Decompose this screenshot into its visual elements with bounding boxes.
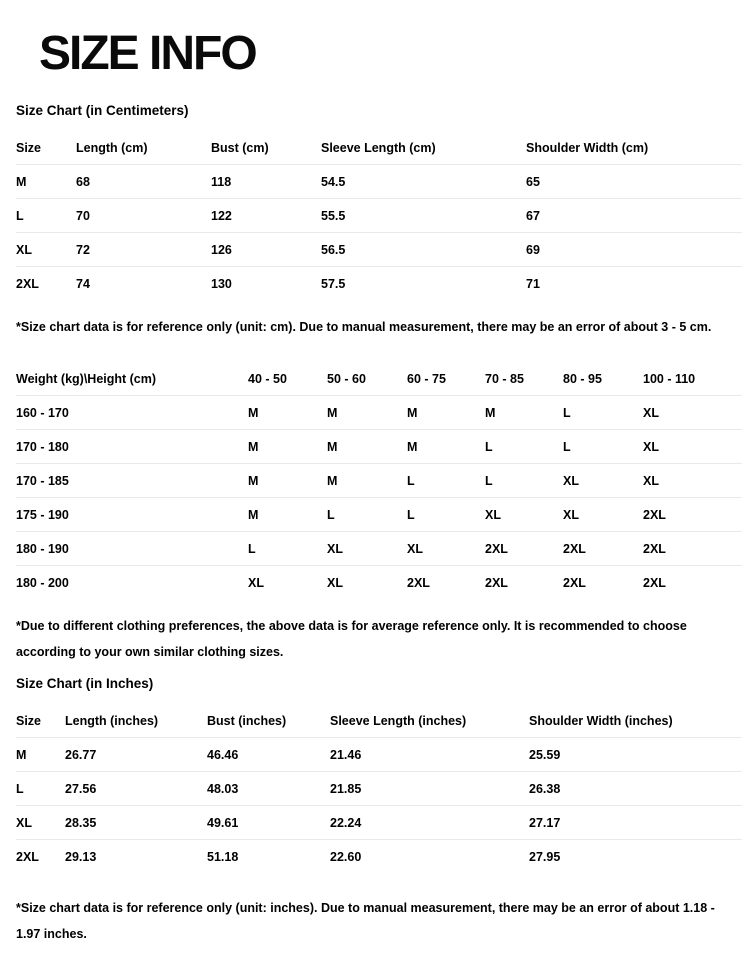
table-header-row <box>16 362 742 396</box>
table-cell: XL <box>407 541 423 556</box>
table-cell: M <box>327 405 338 420</box>
table-cell: L <box>407 473 415 488</box>
table-cell: 49.61 <box>207 815 239 830</box>
table-row <box>16 165 742 199</box>
table-cell: L <box>485 473 493 488</box>
table-cell: 21.46 <box>330 747 362 762</box>
table-row <box>16 199 742 233</box>
table-cell: 2XL <box>643 507 666 522</box>
table-cell: XL <box>643 473 659 488</box>
table-cell: 48.03 <box>207 781 239 796</box>
table-cell: 22.24 <box>330 815 362 830</box>
column-header: Length (cm) <box>76 140 148 155</box>
table-row <box>16 233 742 267</box>
table-cell: L <box>248 541 256 556</box>
column-header: Shoulder Width (inches) <box>529 713 673 728</box>
table-cell: 51.18 <box>207 850 239 864</box>
table-cell: M <box>485 405 496 420</box>
column-header: 80 - 95 <box>563 371 602 386</box>
column-header: 40 - 50 <box>248 371 287 386</box>
footnote-centimeters: *Size chart data is for reference only (unit: cm). Due to manual measurement, there may be an error of about 3 - 5 cm. <box>16 320 712 334</box>
table-cell: M <box>327 473 338 488</box>
table-cell: L <box>16 781 24 796</box>
table-row <box>16 498 742 532</box>
table-cell: 130 <box>211 277 232 291</box>
table-cell: 56.5 <box>321 242 346 257</box>
table-cell: 72 <box>76 242 90 257</box>
column-header: 60 - 75 <box>407 371 446 386</box>
table-row <box>16 430 742 464</box>
table-row <box>16 532 742 566</box>
page-title: SIZE INFO <box>39 27 256 80</box>
table-cell: 68 <box>76 174 90 189</box>
table-cell: XL <box>643 439 659 454</box>
table-cell: 74 <box>76 277 90 291</box>
table-cell: 71 <box>526 277 540 291</box>
table-cell: 26.77 <box>65 747 97 762</box>
table-cell: M <box>248 439 259 454</box>
column-header: Bust (cm) <box>211 140 269 155</box>
table-cell: 54.5 <box>321 174 346 189</box>
table-cell: M <box>248 507 259 522</box>
table-cell: 29.13 <box>65 850 97 864</box>
column-header: 70 - 85 <box>485 371 524 386</box>
table-cell: XL <box>327 576 343 590</box>
table-cell: XL <box>563 473 579 488</box>
size-table-inches <box>16 704 742 874</box>
table-cell: 67 <box>526 208 540 223</box>
column-header: 50 - 60 <box>327 371 366 386</box>
table-cell: 2XL <box>563 541 586 556</box>
table-header-row <box>16 131 742 165</box>
table-cell: 2XL <box>485 541 508 556</box>
size-table-centimeters <box>16 131 742 301</box>
table-cell: 2XL <box>485 576 508 590</box>
table-header-row <box>16 704 742 738</box>
table-cell: M <box>248 473 259 488</box>
section-heading-centimeters: Size Chart (in Centimeters) <box>16 103 189 118</box>
table-cell: XL <box>16 815 32 830</box>
weight-height-fit-table <box>16 362 742 600</box>
table-cell: 2XL <box>643 541 666 556</box>
table-cell: 2XL <box>643 576 666 590</box>
table-cell: 180 - 190 <box>16 541 69 556</box>
table-cell: 2XL <box>16 850 39 864</box>
table-cell: 69 <box>526 242 540 257</box>
table-row <box>16 464 742 498</box>
table-row <box>16 267 742 301</box>
table-cell: 27.17 <box>529 815 561 830</box>
column-header: Length (inches) <box>65 713 159 728</box>
table-cell: 27.95 <box>529 850 561 864</box>
table-cell: 180 - 200 <box>16 576 69 590</box>
table-cell: 21.85 <box>330 781 362 796</box>
table-cell: M <box>407 439 418 454</box>
table-cell: 2XL <box>407 576 430 590</box>
table-row <box>16 396 742 430</box>
table-cell: M <box>16 747 27 762</box>
table-cell: 126 <box>211 242 232 257</box>
column-header: 100 - 110 <box>643 371 696 386</box>
table-cell: M <box>327 439 338 454</box>
table-cell: 2XL <box>16 277 39 291</box>
footnote-inches: *Size chart data is for reference only (unit: inches). Due to manual measurement, there may be an error of about 1.18 - 1.97 inches. <box>16 901 715 941</box>
column-header: Size <box>16 140 42 155</box>
table-cell: 26.38 <box>529 781 561 796</box>
table-cell: 170 - 185 <box>16 473 69 488</box>
table-cell: L <box>327 507 335 522</box>
table-cell: 27.56 <box>65 781 97 796</box>
table-cell: XL <box>643 405 659 420</box>
table-cell: M <box>407 405 418 420</box>
table-row <box>16 772 742 806</box>
table-row <box>16 806 742 840</box>
table-row <box>16 840 742 874</box>
table-cell: 70 <box>76 208 90 223</box>
table-cell: L <box>563 405 571 420</box>
column-header: Shoulder Width (cm) <box>526 140 649 155</box>
table-cell: 55.5 <box>321 208 346 223</box>
table-row <box>16 738 742 772</box>
table-cell: XL <box>248 576 264 590</box>
footnote-fit: *Due to different clothing preferences, the above data is for average reference only. It is recommended to choose according to your own similar clothing sizes. <box>16 619 687 659</box>
column-header: Sleeve Length (cm) <box>321 140 436 155</box>
section-heading-inches: Size Chart (in Inches) <box>16 676 154 691</box>
table-cell: L <box>563 439 571 454</box>
table-cell: M <box>248 405 259 420</box>
table-cell: 22.60 <box>330 850 362 864</box>
column-header: Size <box>16 713 42 728</box>
table-cell: L <box>485 439 493 454</box>
column-header: Bust (inches) <box>207 713 287 728</box>
table-cell: L <box>16 208 24 223</box>
table-cell: L <box>407 507 415 522</box>
table-cell: 25.59 <box>529 747 561 762</box>
table-cell: 122 <box>211 208 232 223</box>
table-cell: 57.5 <box>321 277 346 291</box>
table-cell: 118 <box>211 174 232 189</box>
column-header: Weight (kg)\Height (cm) <box>16 371 157 386</box>
table-cell: XL <box>16 242 32 257</box>
table-cell: XL <box>563 507 579 522</box>
table-cell: XL <box>327 541 343 556</box>
table-row <box>16 566 742 600</box>
table-cell: 170 - 180 <box>16 439 69 454</box>
table-cell: M <box>16 174 27 189</box>
table-cell: 175 - 190 <box>16 507 69 522</box>
table-cell: 46.46 <box>207 747 239 762</box>
table-cell: 2XL <box>563 576 586 590</box>
table-cell: 65 <box>526 174 540 189</box>
table-cell: 28.35 <box>65 815 97 830</box>
table-cell: XL <box>485 507 501 522</box>
table-cell: 160 - 170 <box>16 405 69 420</box>
column-header: Sleeve Length (inches) <box>330 713 467 728</box>
